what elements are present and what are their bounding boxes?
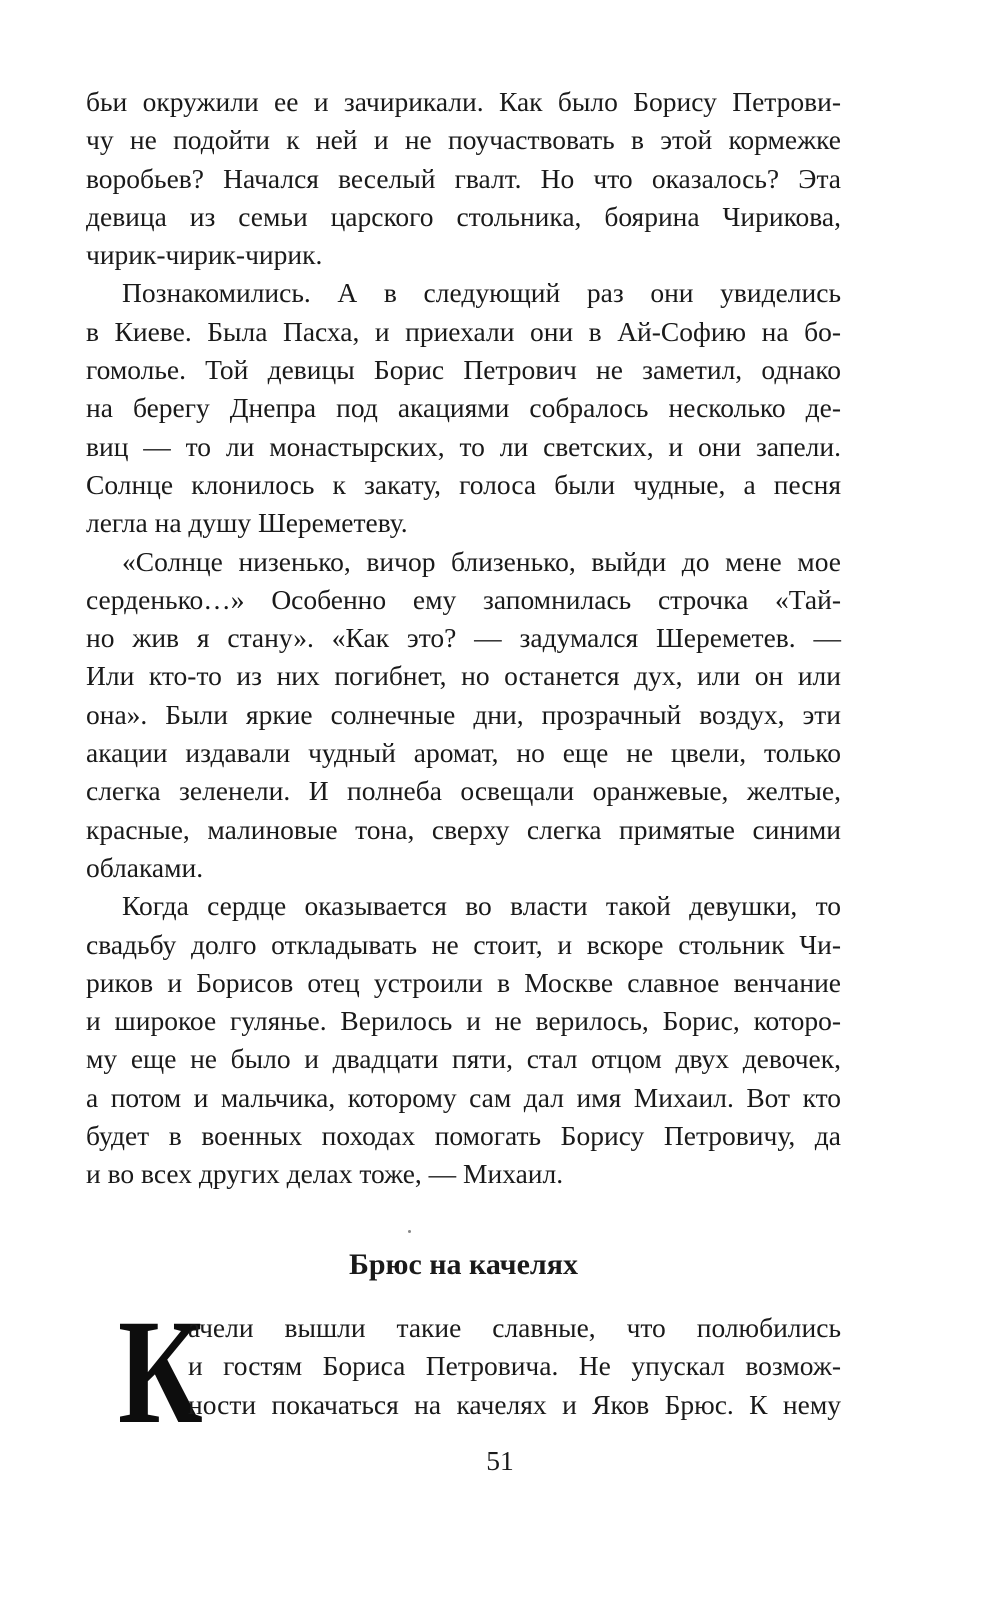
text-line: и во всех других делах тоже, — Михаил. [86,1158,564,1190]
text-line: Когда сердце оказывается во власти такой девушки, то [122,890,841,922]
text-line: риков и Борисов отец устроили в Москве славное венчание [86,966,841,998]
text-line: Солнце клонилось к закату, голоса были чудные, а песня [86,468,841,500]
page-number: 51 [486,1445,514,1476]
main-text [86,83,841,1194]
text-line: воробьев? Начался веселый гвалт. Но что оказалось? Эта [86,162,841,194]
print-speck [408,1230,411,1233]
text-line: серденько…» Особенно ему запомнилась строчка «Тай- [86,583,841,615]
text-line: чу не подойти к ней и не поучаствовать в этой кормежке [86,124,841,156]
section-heading: Брюс на качелях [349,1248,578,1281]
text-line: «Солнце низенько, вичор близенько, выйди до мене мое [122,545,841,577]
text-line: чирик-чирик-чирик. [86,239,323,271]
text-line: облаками. [86,851,204,883]
text-line: ачели вышли такие славные, что полюбились [188,1312,841,1343]
text-line: будет в военных походах помогать Борису Петровичу, да [86,1120,841,1152]
text-line: в Киеве. Была Пасха, и приехали они в Ай-Софию на бо- [86,315,841,347]
text-line: гомолье. Той девицы Борис Петрович не заметил, однако [86,354,841,386]
text-line: бьи окружили ее и зачирикали. Как было Борису Петрови- [86,86,841,117]
text-line: девица из семьи царского стольника, боярина Чирикова, [86,200,841,232]
section-text [188,1309,841,1424]
text-line: слегка зеленели. И полнеба освещали оранжевые, желтые, [86,775,841,807]
text-line: но жив я стану». «Как это? — задумался Шереметев. — [86,622,841,654]
text-line: свадьбу долго откладывать не стоит, и вскоре стольник Чи- [86,928,841,960]
text-line: виц — то ли монастырских, то ли светских, и они запели. [86,430,841,462]
text-line: и широкое гулянье. Верилось и не верилось, Борис, которо- [86,1005,841,1037]
text-line: и гостям Бориса Петровича. Не упускал возмож- [188,1350,841,1382]
text-line: Познакомились. А в следующий раз они увиделись [122,277,841,309]
text-line: а потом и мальчика, которому сам дал имя Михаил. Вот кто [86,1081,841,1113]
text-line: Или кто-то из них погибнет, но останется дух, или он или [86,660,841,692]
text-line: она». Были яркие солнечные дни, прозрачный воздух, эти [86,698,841,730]
text-line: ности покачаться на качелях и Яков Брюс. К нему [188,1388,841,1420]
text-line: му еще не было и двадцати пяти, стал отцом двух девочек, [86,1043,841,1075]
text-line: легла на душу Шереметеву. [86,507,408,539]
text-line: на берегу Днепра под акациями собралось несколько де- [86,392,841,424]
text-line: красные, малиновые тона, сверху слегка примятые синими [86,813,841,845]
text-line: акации издавали чудный аромат, но еще не цвели, только [86,737,841,769]
drop-cap: К [118,1289,203,1455]
